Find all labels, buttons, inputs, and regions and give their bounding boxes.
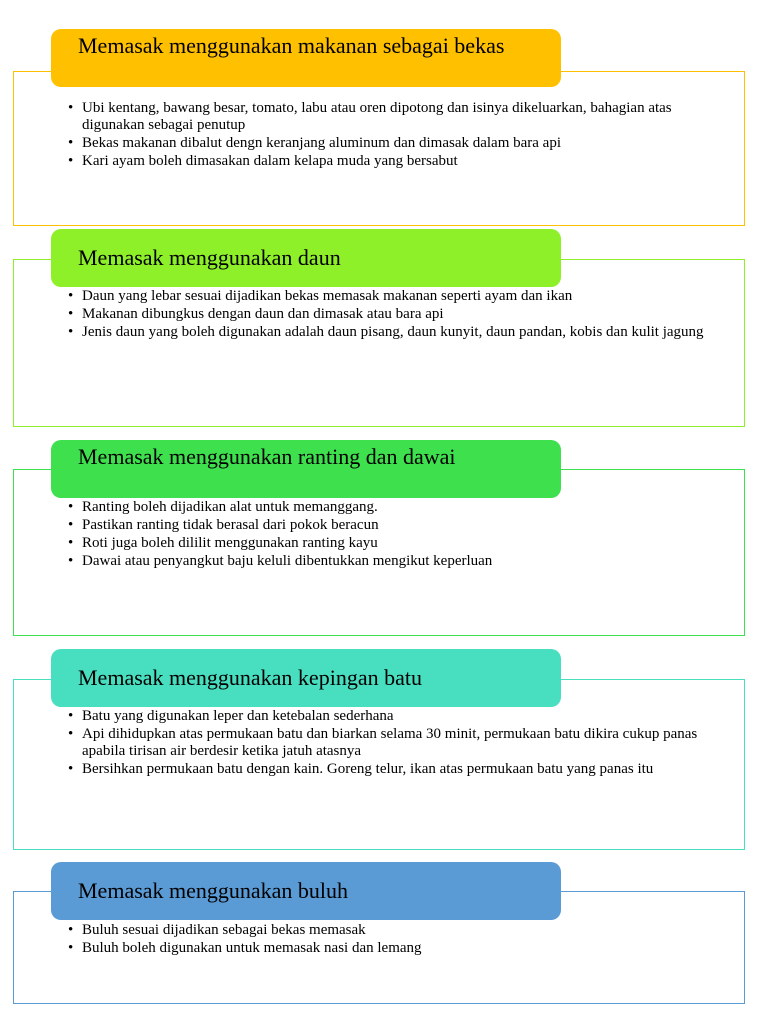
- list-item: • Ubi kentang, bawang besar, tomato, labu atau oren dipotong dan isinya dikeluarkan, bahagian atas digunakan sebagai penutup: [68, 100, 708, 133]
- section-title: Memasak menggunakan buluh: [78, 878, 349, 903]
- list-item: • Api dihidupkan atas permukaan batu dan biarkan selama 30 minit, permukaan batu dikira cukup panas apabila tirisan air berdesir ketika jatuh atasnya: [68, 726, 708, 759]
- section-header: [51, 29, 561, 87]
- bullet-list: [68, 708, 708, 779]
- section-header: [51, 229, 561, 287]
- section-title: Memasak menggunakan ranting dan dawai: [78, 444, 456, 469]
- section-title: Memasak menggunakan makanan sebagai bekas: [78, 33, 505, 58]
- list-item: • Ranting boleh dijadikan alat untuk memanggang.: [68, 499, 708, 516]
- section-header: [51, 440, 561, 498]
- bullet-list: [68, 922, 708, 958]
- list-item: • Dawai atau penyangkut baju keluli dibentukkan mengikut keperluan: [68, 553, 708, 570]
- list-item: • Bersihkan permukaan batu dengan kain. Goreng telur, ikan atas permukaan batu yang panas itu: [68, 761, 708, 778]
- list-item: • Buluh sesuai dijadikan sebagai bekas memasak: [68, 922, 708, 939]
- list-item: • Kari ayam boleh dimasakan dalam kelapa muda yang bersabut: [68, 153, 708, 170]
- section-title: Memasak menggunakan daun: [78, 245, 341, 270]
- list-item: • Pastikan ranting tidak berasal dari pokok beracun: [68, 517, 708, 534]
- list-item: • Makanan dibungkus dengan daun dan dimasak atau bara api: [68, 306, 708, 323]
- section-title: Memasak menggunakan kepingan batu: [78, 665, 422, 690]
- bullet-list: [68, 288, 708, 342]
- bullet-list: [68, 499, 708, 571]
- list-item: • Daun yang lebar sesuai dijadikan bekas memasak makanan seperti ayam dan ikan: [68, 288, 708, 305]
- list-item: • Jenis daun yang boleh digunakan adalah daun pisang, daun kunyit, daun pandan, kobis dan kulit jagung: [68, 324, 708, 341]
- list-item: • Roti juga boleh dililit menggunakan ranting kayu: [68, 535, 708, 552]
- list-item: • Buluh boleh digunakan untuk memasak nasi dan lemang: [68, 940, 708, 957]
- list-item: • Batu yang digunakan leper dan ketebalan sederhana: [68, 708, 708, 725]
- section-header: [51, 649, 561, 707]
- section-header: [51, 862, 561, 920]
- list-item: • Bekas makanan dibalut dengn keranjang aluminum dan dimasak dalam bara api: [68, 135, 708, 152]
- bullet-list: [68, 100, 708, 171]
